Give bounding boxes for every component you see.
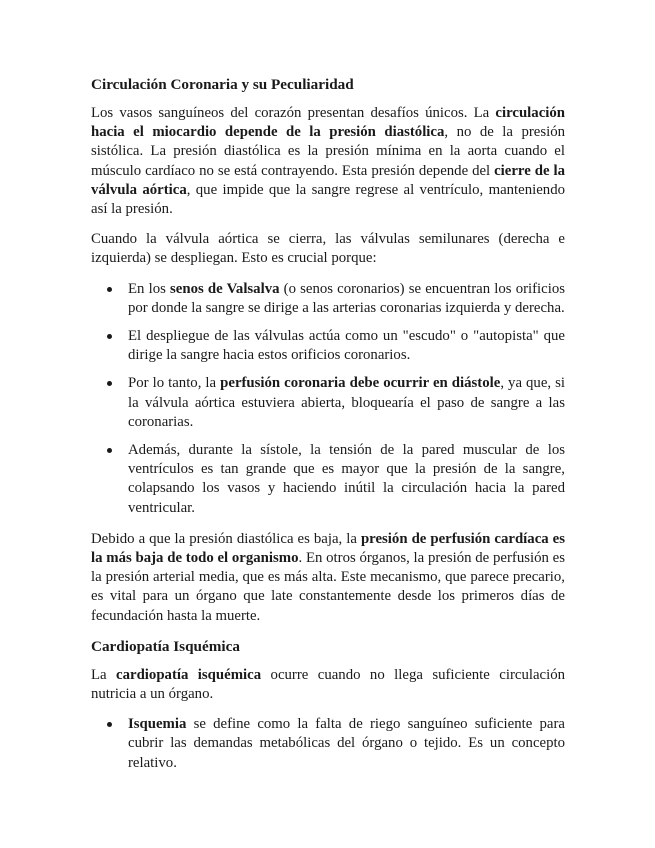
list-item: En los senos de Valsalva (o senos coronarios) se encuentran los orificios por donde la sangre se dirige a las arterias coronarias izquierda y derecha.	[91, 280, 565, 318]
section-heading-ischemic-cardiopathy: Cardiopatía Isquémica	[91, 637, 240, 655]
list-item: El despliegue de las válvulas actúa como un "escudo" o "autopista" que dirige la sangre hacia estos orificios coronarios.	[91, 327, 565, 365]
bullet-list-coronary	[91, 280, 565, 518]
list-item: Por lo tanto, la perfusión coronaria debe ocurrir en diástole, ya que, si la válvula aórtica estuviera abierta, bloquearía el paso de sangre a las coronarias.	[91, 374, 565, 432]
bullet-icon	[107, 287, 112, 292]
paragraph-ischemic-definition: La cardiopatía isquémica ocurre cuando no llega suficiente circulación nutricia a un órgano.	[91, 666, 566, 703]
paragraph-perfusion-pressure: Debido a que la presión diastólica es baja, la presión de perfusión cardíaca es la más baja de todo el organismo. En otros órganos, la presión de perfusión es la presión arterial media, que es más alta. Este mecanismo, que parece precario, es vital para un órgano que late constantemente desde los primeros días de fecundación hasta la muerte.	[91, 530, 565, 624]
bullet-icon	[107, 722, 112, 727]
section-heading-coronary-circulation: Circulación Coronaria y su Peculiaridad	[91, 76, 354, 93]
paragraph-diastolic-pressure: Los vasos sanguíneos del corazón presentan desafíos únicos. La circulación hacia el miocardio depende de la presión diastólica, no de la presión sistólica. La presión diastólica es la presión mínima en la aorta cuando el músculo cardíaco no se está contrayendo. Esta presión depende del cierre de la válvula aórtica, que impide que la sangre regrese al ventrículo, manteniendo así la presión.	[91, 105, 566, 218]
bullet-icon	[107, 334, 112, 339]
bullet-icon	[107, 448, 112, 453]
bullet-list-ischemia	[91, 715, 565, 773]
paragraph-valve-closure: Cuando la válvula aórtica se cierra, las válvulas semilunares (derecha e izquierda) se despliegan. Esto es crucial porque:	[91, 231, 565, 267]
bullet-icon	[107, 381, 112, 386]
list-item: Además, durante la sístole, la tensión de la pared muscular de los ventrículos es tan grande que es mayor que la presión de la sangre, colapsando los vasos y haciendo inútil la circulación hacia la pared ventricular.	[91, 441, 565, 518]
list-item: Isquemia se define como la falta de riego sanguíneo suficiente para cubrir las demandas metabólicas del órgano o tejido. Es un concepto relativo.	[91, 715, 565, 773]
